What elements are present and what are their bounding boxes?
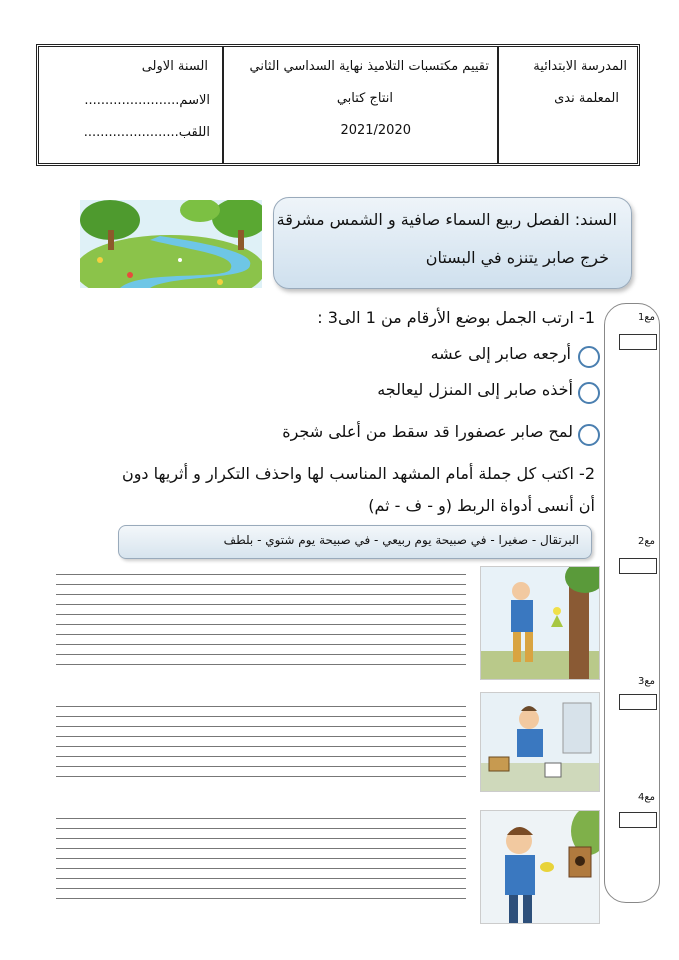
order-circle-3[interactable]	[578, 424, 600, 446]
evaluation-info-cell	[222, 47, 497, 163]
question-2-line-2: أن أنسى أدواة الربط (و - ف - ثم)	[368, 496, 595, 515]
student-info-cell	[39, 47, 222, 163]
criterion-3-score-box[interactable]	[619, 694, 657, 710]
word-bank-box	[118, 525, 592, 559]
context-line-1: السند: الفصل ربيع السماء صافية و الشمس مشرقة	[276, 210, 617, 229]
sentence-2: أخذه صابر إلى المنزل ليعالجه	[377, 380, 573, 399]
order-circle-2[interactable]	[578, 382, 600, 404]
context-box	[273, 197, 632, 289]
question-2-line-1: 2- اكتب كل جملة أمام المشهد المناسب لها واحذف التكرار و أثريها دون	[121, 464, 595, 483]
criterion-2-label: مع2	[637, 536, 655, 547]
criterion-1-label: مع1	[637, 312, 655, 323]
criterion-4-label: مع4	[637, 792, 655, 803]
grading-criteria-bar	[604, 303, 660, 903]
criterion-2-score-box[interactable]	[619, 558, 657, 574]
evaluation-title: تقييم مكتسبات التلاميذ نهاية السداسي الثاني	[249, 59, 489, 74]
school-name: المدرسة الابتدائية	[533, 59, 627, 74]
criterion-1-score-box[interactable]	[619, 334, 657, 350]
criterion-4-score-box[interactable]	[619, 812, 657, 828]
scene-1-boy-finds-bird	[480, 566, 600, 680]
school-info-cell	[497, 47, 637, 163]
header-table	[36, 44, 640, 166]
student-surname-field[interactable]: اللقب.......................	[83, 125, 210, 140]
student-name-field[interactable]: الاسم.......................	[84, 93, 210, 108]
question-1-title: 1- ارتب الجمل بوضع الأرقام من 1 الى3 :	[317, 308, 595, 327]
subject-label: انتاج كتابي	[336, 91, 393, 106]
criterion-3-label: مع3	[637, 676, 655, 687]
scene-3-boy-releases-bird	[480, 810, 600, 924]
order-circle-1[interactable]	[578, 346, 600, 368]
school-year: 2021/2020	[340, 123, 411, 138]
teacher-name: المعلمة ندى	[554, 91, 619, 106]
sentence-1: أرجعه صابر إلى عشه	[430, 344, 571, 363]
sentence-3: لمح صابر عصفورا قد سقط من أعلى شجرة	[282, 422, 573, 441]
grade-level: السنة الاولى	[141, 59, 208, 74]
garden-illustration	[80, 200, 262, 288]
context-line-2: خرج صابر يتنزه في البستان	[425, 248, 609, 267]
scene-2-boy-caring-bird	[480, 692, 600, 792]
word-bank-text: البرتقال - صغيرا - في صبيحة يوم ربيعي - في صبيحة يوم شتوي - بلطف	[223, 533, 579, 547]
